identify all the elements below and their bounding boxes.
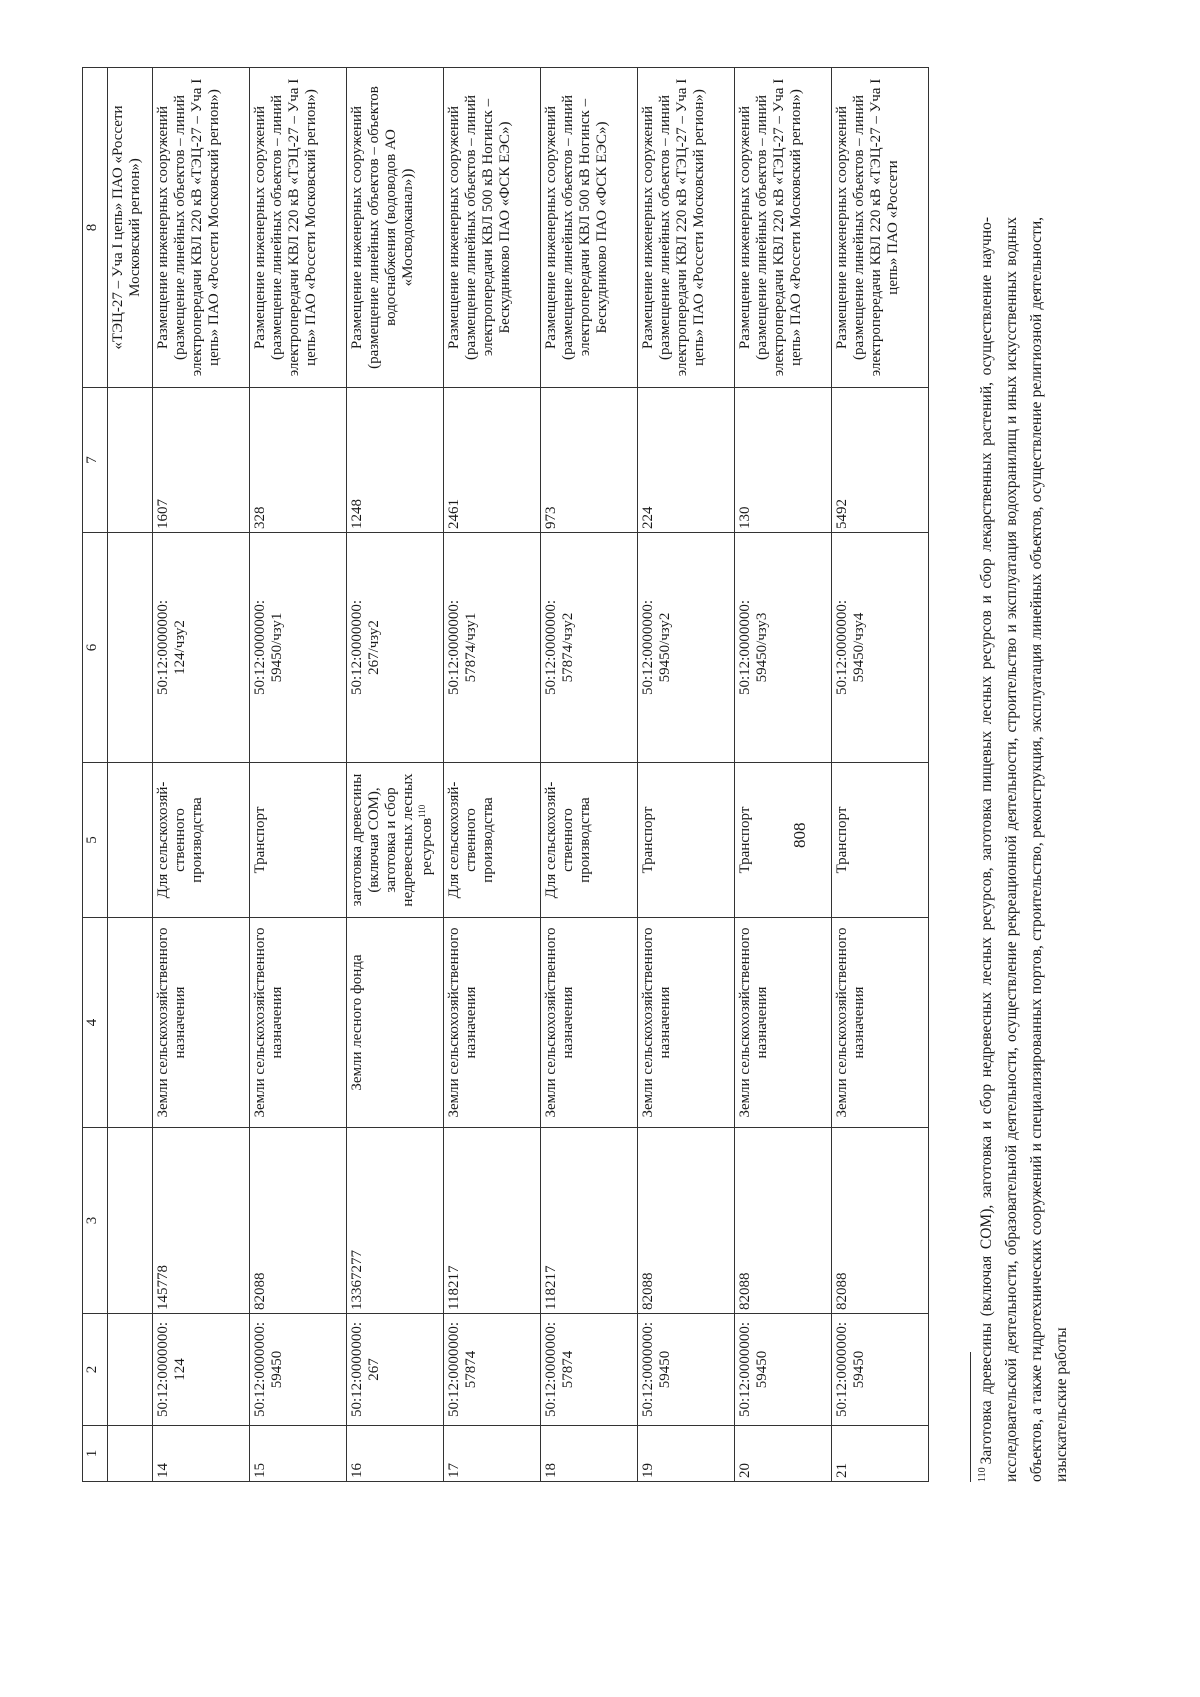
cadastral-number-text: 50:12:0000000: 124 (155, 1322, 188, 1418)
table-row (250, 68, 347, 1482)
purpose-text: Размещение инженерных сооружений (размещение линейных объектов – линий электропередачи КВЛ 500 кВ Ногинск – Бескудниково ПАО «ФСК ЕЭС») (446, 94, 513, 361)
row-number (250, 1426, 347, 1482)
purpose-text: Размещение инженерных сооружений (размещение линейных объектов – линий электропередачи КВЛ 220 кВ «ТЭЦ-27 – Уча I цепь» ПАО «Россети (834, 78, 901, 377)
land-category (347, 918, 444, 1128)
land-category-text: Земли сельскохозяйственного назначения (446, 927, 479, 1118)
row-number (832, 1426, 929, 1482)
row-number-text: 15 (252, 1463, 268, 1478)
plot-area (153, 1128, 250, 1314)
plot-area (832, 1128, 929, 1314)
col-header: 4 (83, 918, 108, 1128)
permitted-use-text: Транспорт (252, 806, 268, 874)
purpose (444, 68, 541, 388)
land-category (541, 918, 638, 1128)
row-number-text: 18 (543, 1463, 559, 1478)
col-header: 8 (83, 68, 108, 388)
land-category-text: Земли лесного фонда (349, 954, 365, 1091)
purpose (832, 68, 929, 388)
table-row (638, 68, 735, 1482)
plot-area (541, 1128, 638, 1314)
land-category-text: Земли сельскохозяйственного назначения (543, 927, 576, 1118)
cadastral-number (735, 1314, 832, 1426)
zone-area (444, 388, 541, 533)
permitted-use-text: Транспорт (737, 806, 753, 874)
cadastral-number (541, 1314, 638, 1426)
zone-number (444, 533, 541, 763)
table-row (541, 68, 638, 1482)
cadastral-number (638, 1314, 735, 1426)
purpose (153, 68, 250, 388)
purpose-text: Размещение инженерных сооружений (размещение линейных объектов – объектов водоснабжения (водоводов АО «Мосводоканал»)) (349, 86, 416, 369)
zone-area-text: 973 (543, 506, 559, 529)
row-number (153, 1426, 250, 1482)
purpose (735, 68, 832, 388)
permitted-use-text: заготовка древесины (включая СОМ), заготовка и сбор недревесных лесных ресурсов (349, 773, 435, 907)
permitted-use (832, 763, 929, 918)
zone-number-text: 50:12:0000000: 57874/чзу2 (543, 600, 576, 696)
zone-number-text: 50:12:0000000: 124/чзу2 (155, 600, 188, 696)
purpose-text: Размещение инженерных сооружений (размещение линейных объектов – линий электропередачи КВЛ 220 кВ «ТЭЦ-27 – Уча I цепь» ПАО «Россети Московский регион») (155, 78, 222, 377)
zone-number-text: 50:12:0000000: 59450/чзу1 (252, 600, 285, 696)
permitted-use (735, 763, 832, 918)
row-number (638, 1426, 735, 1482)
row-number-text: 20 (737, 1463, 753, 1478)
zone-number (347, 533, 444, 763)
purpose (638, 68, 735, 388)
zone-number-text: 50:12:0000000: 267/чзу2 (349, 600, 382, 696)
row-number-text: 16 (349, 1463, 365, 1478)
land-category (735, 918, 832, 1128)
plot-area (347, 1128, 444, 1314)
page-number: 808 (790, 822, 809, 848)
zone-number (153, 533, 250, 763)
zone-area (638, 388, 735, 533)
zone-area (347, 388, 444, 533)
row-number-text: 14 (155, 1463, 171, 1478)
permitted-use-text: Для сельскохозяй-ственного производства (543, 781, 593, 899)
zone-number (832, 533, 929, 763)
table-body (83, 68, 929, 1482)
cadastral-number-text: 50:12:0000000: 59450 (252, 1322, 285, 1418)
table-row (832, 68, 929, 1482)
cadastral-number (444, 1314, 541, 1426)
table-row (444, 68, 541, 1482)
cadastral-number (250, 1314, 347, 1426)
land-category (250, 918, 347, 1128)
plot-area-text: 82088 (640, 1272, 656, 1310)
footnote-mark: 110 (977, 1467, 988, 1482)
land-plots-table (82, 67, 929, 1482)
land-category-text: Земли сельскохозяйственного назначения (834, 927, 867, 1118)
footnote-separator (970, 1352, 971, 1482)
continuation-row (108, 68, 153, 1482)
plot-area (444, 1128, 541, 1314)
cadastral-number-text: 50:12:0000000: 59450 (737, 1322, 770, 1418)
row-number-text: 17 (446, 1463, 462, 1478)
zone-number (638, 533, 735, 763)
permitted-use-text: Для сельскохозяй-ственного производства (446, 781, 496, 899)
plot-area (735, 1128, 832, 1314)
plot-area-text: 118217 (446, 1265, 462, 1310)
land-category (444, 918, 541, 1128)
purpose-text: Размещение инженерных сооружений (размещение линейных объектов – линий электропередачи КВЛ 220 кВ «ТЭЦ-27 – Уча I цепь» ПАО «Россети Московский регион») (640, 78, 707, 377)
cadastral-number-text: 50:12:0000000: 57874 (446, 1322, 479, 1418)
zone-area (153, 388, 250, 533)
zone-number (735, 533, 832, 763)
land-category-text: Земли сельскохозяйственного назначения (252, 927, 285, 1118)
zone-area-text: 328 (252, 506, 268, 529)
zone-area (541, 388, 638, 533)
row-number (444, 1426, 541, 1482)
zone-area-text: 224 (640, 506, 656, 529)
col-header: 3 (83, 1128, 108, 1314)
zone-area (735, 388, 832, 533)
purpose (347, 68, 444, 388)
permitted-use-text: Для сельскохозяй-ственного производства (155, 781, 205, 899)
cadastral-number-text: 50:12:0000000: 59450 (640, 1322, 673, 1418)
row-number (347, 1426, 444, 1482)
plot-area-text: 82088 (737, 1272, 753, 1310)
table-row (735, 68, 832, 1482)
purpose (250, 68, 347, 388)
table-row (153, 68, 250, 1482)
land-category-text: Земли сельскохозяйственного назначения (155, 927, 188, 1118)
zone-area-text: 130 (737, 506, 753, 529)
cadastral-number-text: 50:12:0000000: 57874 (543, 1322, 576, 1418)
permitted-use (250, 763, 347, 918)
cadastral-number (347, 1314, 444, 1426)
plot-area-text: 13367277 (349, 1250, 365, 1310)
zone-area-text: 2461 (446, 499, 462, 529)
column-number-row (83, 68, 108, 1482)
row-number (541, 1426, 638, 1482)
purpose-text: Размещение инженерных сооружений (размещение линейных объектов – линий электропередачи КВЛ 220 кВ «ТЭЦ-27 – Уча I цепь» ПАО «Россети Московский регион») (737, 78, 804, 377)
col-header: 7 (83, 388, 108, 533)
zone-area-text: 1607 (155, 499, 171, 529)
zone-area-text: 5492 (834, 499, 850, 529)
continuation-text: «ТЭЦ-27 – Уча I цепь» ПАО «Россети Московский регион») (108, 68, 153, 388)
col-header: 1 (83, 1426, 108, 1482)
cadastral-number (153, 1314, 250, 1426)
zone-number-text: 50:12:0000000: 59450/чзу4 (834, 600, 867, 696)
permitted-use (638, 763, 735, 918)
purpose-text: Размещение инженерных сооружений (размещение линейных объектов – линий электропередачи КВЛ 220 кВ «ТЭЦ-27 – Уча I цепь» ПАО «Россети Московский регион») (252, 78, 319, 377)
cadastral-number-text: 50:12:0000000: 267 (349, 1322, 382, 1418)
purpose (541, 68, 638, 388)
cadastral-number (832, 1314, 929, 1426)
land-category (832, 918, 929, 1128)
col-header: 2 (83, 1314, 108, 1426)
zone-number (250, 533, 347, 763)
land-category (153, 918, 250, 1128)
row-number (735, 1426, 832, 1482)
col-header: 6 (83, 533, 108, 763)
plot-area (638, 1128, 735, 1314)
zone-number-text: 50:12:0000000: 59450/чзу3 (737, 600, 770, 696)
permitted-use-text: Транспорт (640, 806, 656, 874)
permitted-use (153, 763, 250, 918)
zone-number-text: 50:12:0000000: 57874/чзу1 (446, 600, 479, 696)
plot-area-text: 145778 (155, 1265, 171, 1310)
land-category-text: Земли сельскохозяйственного назначения (640, 927, 673, 1118)
permitted-use (347, 763, 444, 918)
plot-area (250, 1128, 347, 1314)
zone-area-text: 1248 (349, 499, 365, 529)
footnote-reference: 110 (416, 804, 427, 818)
purpose-text: Размещение инженерных сооружений (размещение линейных объектов – линий электропередачи КВЛ 500 кВ Ногинск – Бескудниково ПАО «ФСК ЕЭС») (543, 94, 610, 361)
land-category-text: Земли сельскохозяйственного назначения (737, 927, 770, 1118)
cadastral-number-text: 50:12:0000000: 59450 (834, 1322, 867, 1418)
col-header: 5 (83, 763, 108, 918)
plot-area-text: 82088 (834, 1272, 850, 1310)
zone-area (250, 388, 347, 533)
plot-area-text: 118217 (543, 1265, 559, 1310)
land-category (638, 918, 735, 1128)
zone-area (832, 388, 929, 533)
row-number-text: 21 (834, 1463, 850, 1478)
plot-area-text: 82088 (252, 1272, 268, 1310)
permitted-use-text: Транспорт (834, 806, 850, 874)
zone-number (541, 533, 638, 763)
row-number-text: 19 (640, 1463, 656, 1478)
permitted-use (541, 763, 638, 918)
footnote-text: Заготовка древесины (включая СОМ), заготовка и сбор недревесных лесных ресурсов, заготовка пищевых лесных ресурсов и сбор лекарственных растений, осуществление научно-исследовательской деятельности, образовательной деятельности, осуществление рекреационной деятельности, строительство и эксплуатация водохранилищ и иных искусственных водных объектов, а также гидротехнических сооружений и специализированных портов, строительство, реконструкция, эксплуатация линейных объектов, осуществление религиозной деятельности, изыскательские работы (978, 217, 1070, 1482)
footnote (975, 217, 1074, 1482)
zone-number-text: 50:12:0000000: 59450/чзу2 (640, 600, 673, 696)
permitted-use (444, 763, 541, 918)
table-row (347, 68, 444, 1482)
